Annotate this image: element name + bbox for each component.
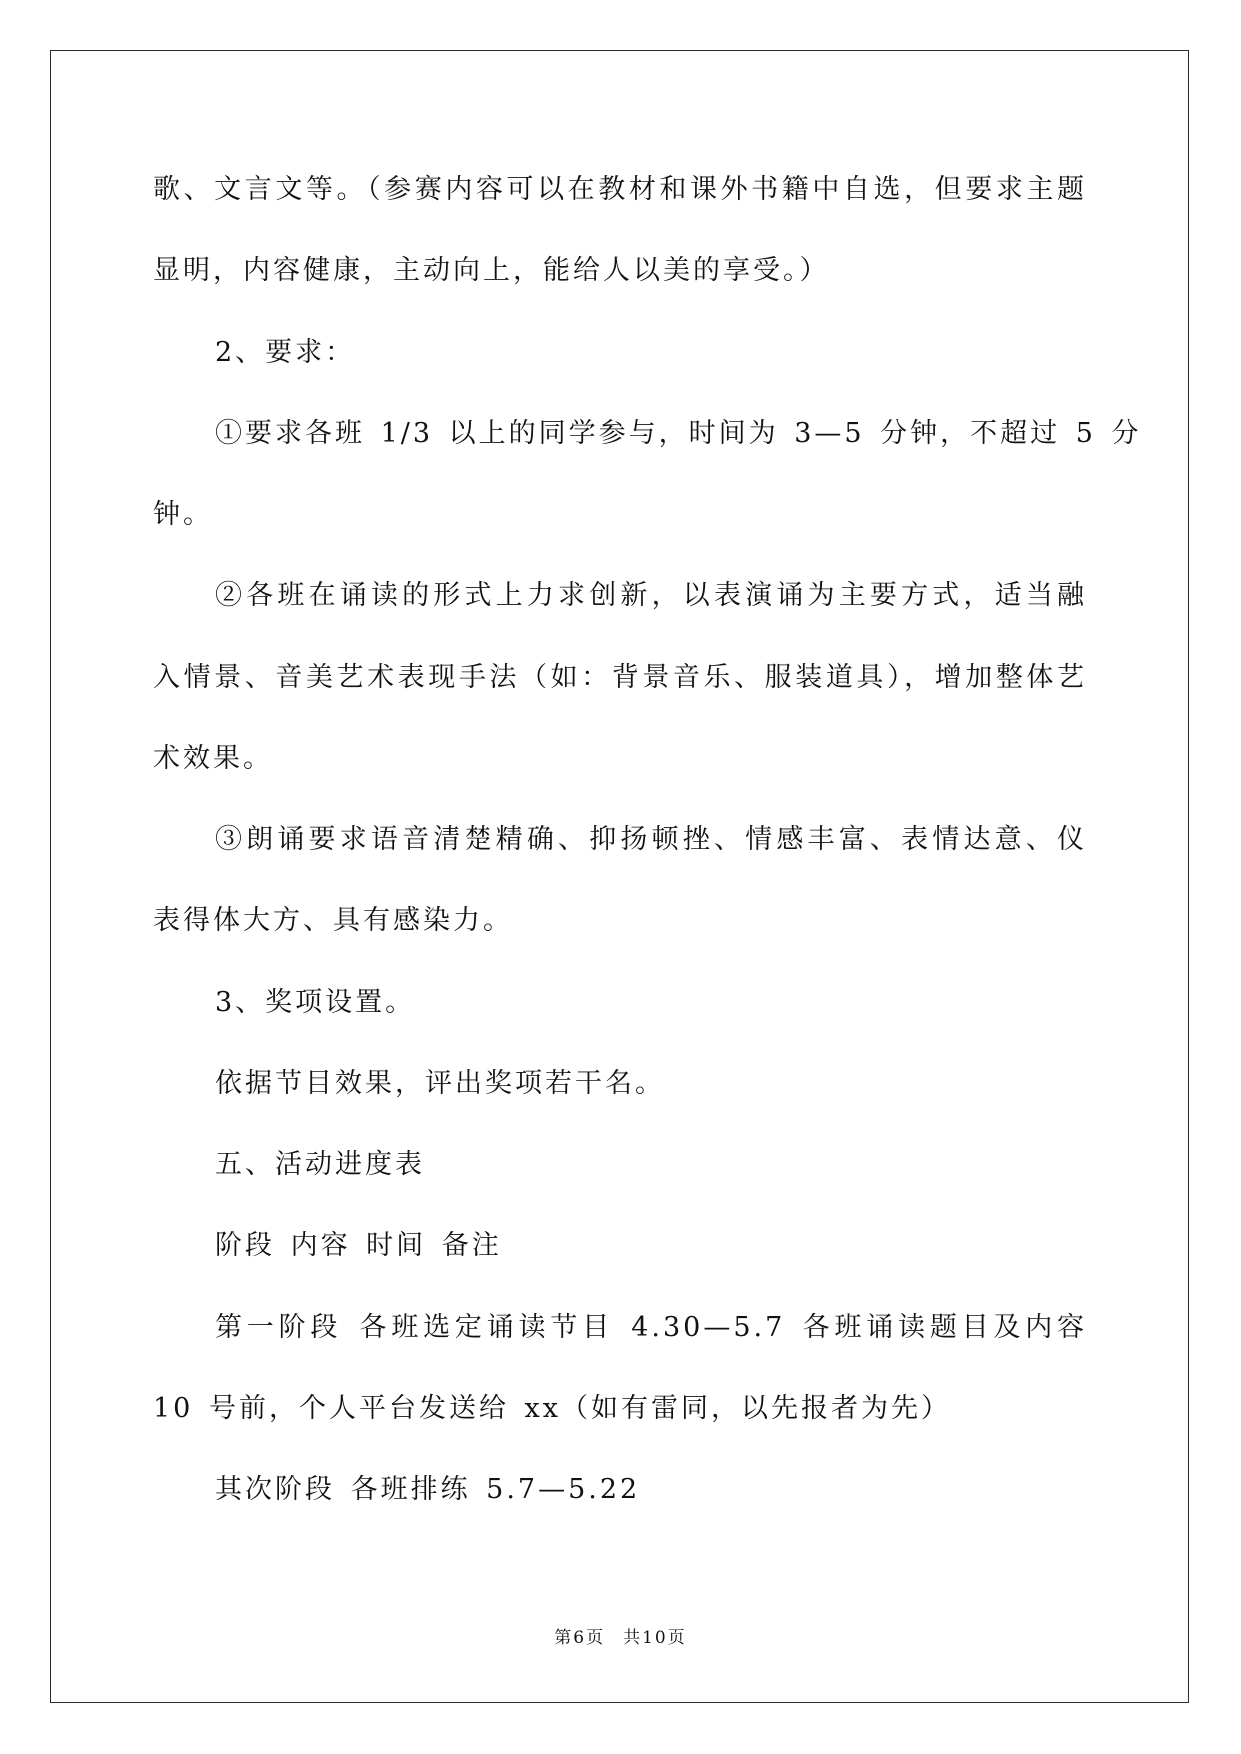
section-heading: 五、活动进度表: [215, 1149, 425, 1180]
section-heading: 2、要求：: [215, 336, 356, 368]
page-total: 共10页: [623, 1628, 687, 1648]
paragraph-line: ①要求各班 1/3 以上的同学参与，时间为 3—5 分钟，不超过 5 分: [215, 417, 1142, 449]
schedule-row-line: 10 号前，个人平台发送给 xx（如有雷同，以先报者为先）: [153, 1392, 951, 1424]
page-footer: [0, 1624, 1241, 1652]
paragraph-line: 入情景、音美艺术表现手法（如：背景音乐、服装道具），增加整体艺: [153, 661, 1087, 693]
page-number: 第6页: [554, 1628, 606, 1648]
paragraph-line: 歌、文言文等。（参赛内容可以在教材和课外书籍中自选，但要求主题: [153, 174, 1087, 205]
schedule-header-line: 阶段 内容 时间 备注: [215, 1230, 502, 1262]
schedule-row-line: 第一阶段 各班选定诵读节目 4.30—5.7 各班诵读题目及内容: [215, 1311, 1087, 1343]
paragraph-line: 表得体大方、具有感染力。: [153, 905, 513, 937]
paragraph-line: 显明，内容健康，主动向上，能给人以美的享受。）: [153, 255, 830, 287]
section-heading: 3、奖项设置。: [215, 986, 416, 1018]
document-body: [153, 149, 1142, 1530]
paragraph-line: 钟。: [153, 499, 213, 530]
paragraph-line: 术效果。: [153, 742, 273, 774]
paragraph-line: 依据节目效果，评出奖项若干名。: [215, 1067, 665, 1099]
paragraph-line: ②各班在诵读的形式上力求创新，以表演诵为主要方式，适当融: [215, 580, 1087, 612]
schedule-row-line: 其次阶段 各班排练 5.7—5.22: [215, 1474, 641, 1505]
paragraph-line: ③朗诵要求语音清楚精确、抑扬顿挫、情感丰富、表情达意、仪: [215, 824, 1087, 855]
